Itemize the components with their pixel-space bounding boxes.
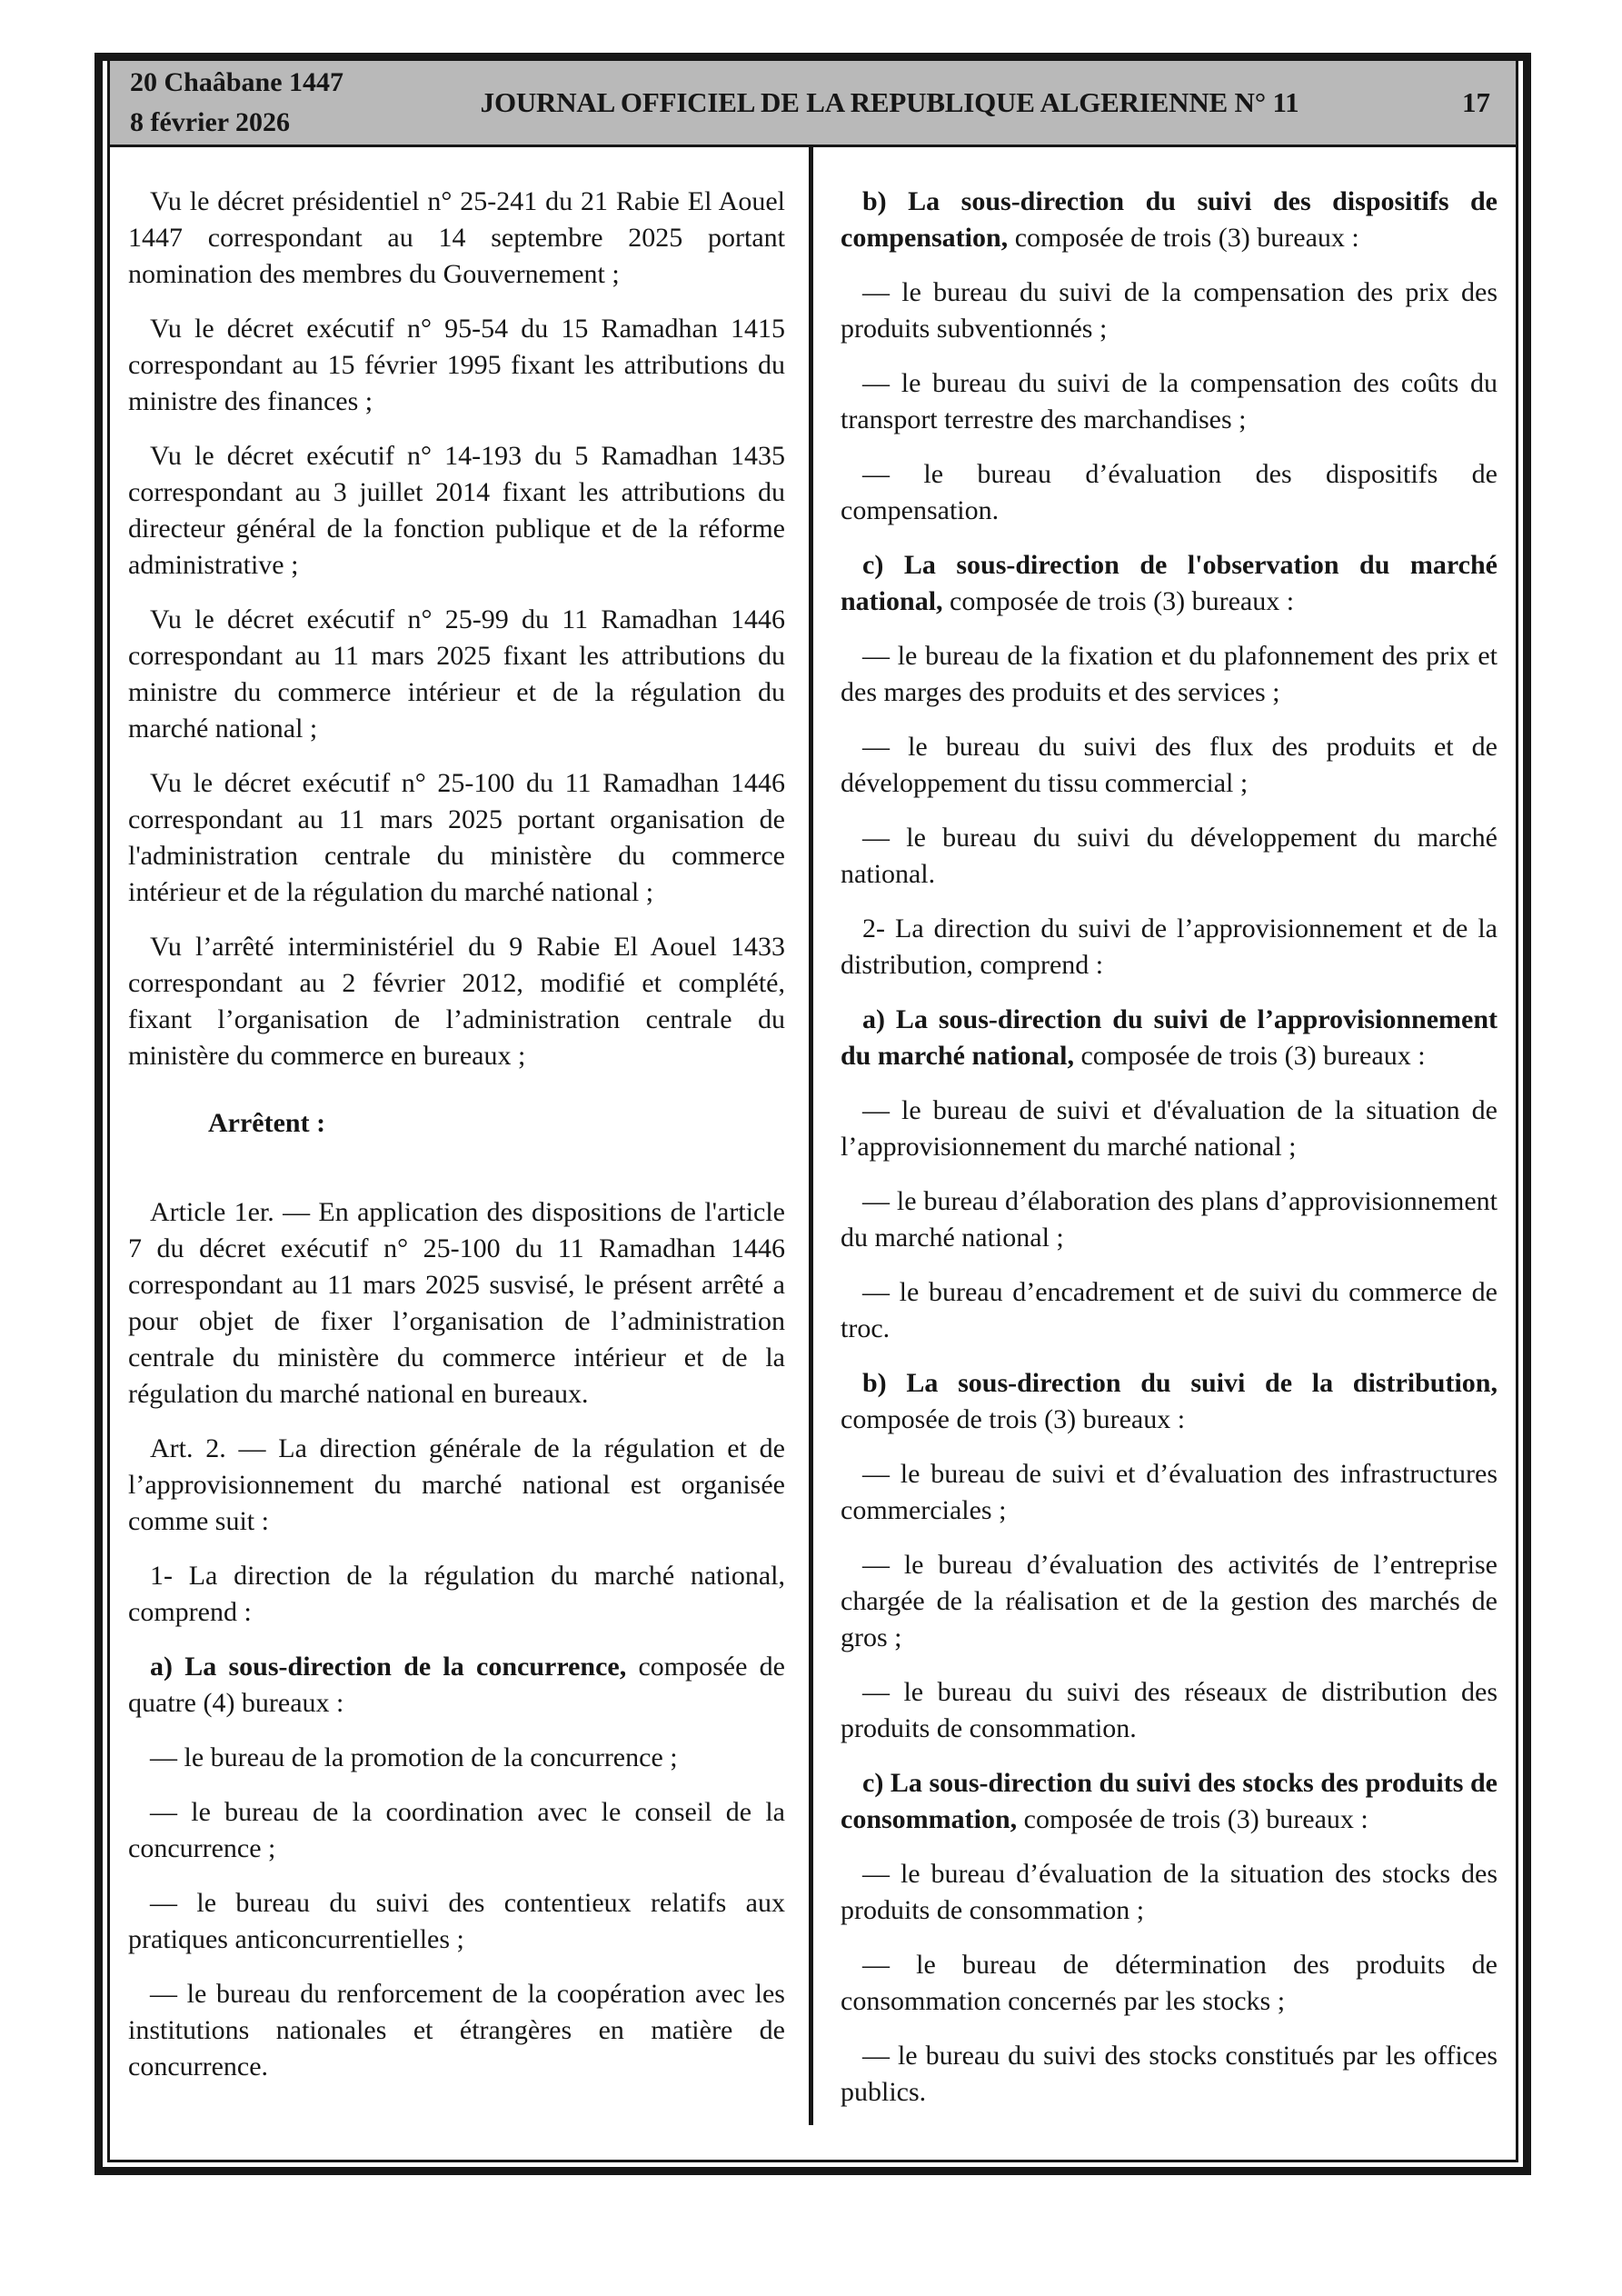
- paragraph: — le bureau du suivi des contentieux relatifs aux pratiques anticoncurrentielles ;: [128, 1888, 785, 1954]
- column-divider: [809, 147, 813, 2125]
- paragraph: Article 1er. — En application des dispositions de l'article 7 du décret exécutif n° 25-100 du 11 Ramadhan 1446 correspondant au 11 mars 2025 susvisé, le présent arrêté a pour objet de fixer l’organisation de l’administration centrale du ministère du commerce intérieur et de la régulation du marché national en bureaux.: [128, 1197, 785, 1409]
- paragraph: c) La sous-direction du suivi des stocks des produits de consommation, composée de trois (3) bureaux :: [841, 1768, 1498, 1834]
- page-frame: [95, 53, 1531, 2175]
- right-column: [841, 147, 1498, 2160]
- paragraph: c) La sous-direction de l'observation du marché national, composée de trois (3) bureaux :: [841, 550, 1498, 616]
- paragraph: b) La sous-direction du suivi des dispositifs de compensation, composée de trois (3) bureaux :: [841, 186, 1498, 253]
- paragraph: — le bureau du suivi de la compensation des coûts du transport terrestre des marchandises ;: [841, 368, 1498, 434]
- paragraph: Vu le décret exécutif n° 95-54 du 15 Ramadhan 1415 correspondant au 15 février 1995 fixant les attributions du ministre des finances ;: [128, 314, 785, 416]
- paragraph: — le bureau du suivi des réseaux de distribution des produits de consommation.: [841, 1677, 1498, 1743]
- section-heading: [128, 1105, 785, 1142]
- paragraph: Vu le décret exécutif n° 25-100 du 11 Ramadhan 1446 correspondant au 11 mars 2025 portant organisation de l'administration centrale du ministère du commerce intérieur et de la régulation du marché national ;: [128, 768, 785, 907]
- gregorian-date: 8 février 2026: [130, 107, 291, 137]
- page-inner-frame: [107, 61, 1518, 2162]
- paragraph: — le bureau de détermination des produits de consommation concernés par les stocks ;: [841, 1950, 1498, 2016]
- paragraph-bold-lead: a) La sous-direction de la concurrence,: [150, 1652, 627, 1682]
- paragraph: — le bureau du suivi des stocks constitués par les offices publics.: [841, 2041, 1498, 2107]
- paragraph: — le bureau d’encadrement et de suivi du commerce de troc.: [841, 1277, 1498, 1343]
- paragraph-bold-lead: c) La sous-direction de l'observation du marché national,: [841, 550, 1498, 616]
- paragraph: — le bureau de suivi et d’évaluation des infrastructures commerciales ;: [841, 1459, 1498, 1525]
- paragraph: — le bureau d’évaluation des activités de l’entreprise chargée de la réalisation et de la gestion des marchés de gros ;: [841, 1550, 1498, 1652]
- paragraph: Vu l’arrêté interministériel du 9 Rabie El Aouel 1433 correspondant au 2 février 2012, modifié et complété, fixant l’organisation de l’administration centrale du ministère du commerce en bureaux ;: [128, 932, 785, 1071]
- paragraph: — le bureau du suivi des flux des produits et de développement du tissu commercial ;: [841, 732, 1498, 798]
- paragraph-bold-lead: b) La sous-direction du suivi de la distribution,: [862, 1368, 1498, 1398]
- paragraph: 2- La direction du suivi de l’approvisionnement et de la distribution, comprend :: [841, 913, 1498, 980]
- paragraph: Art. 2. — La direction générale de la régulation et de l’approvisionnement du marché national est organisée comme suit :: [128, 1433, 785, 1536]
- journal-header: [110, 61, 1516, 147]
- paragraph: — le bureau d’évaluation de la situation des stocks des produits de consommation ;: [841, 1859, 1498, 1925]
- paragraph: — le bureau de la coordination avec le conseil de la concurrence ;: [128, 1797, 785, 1863]
- paragraph-bold-lead: c) La sous-direction du suivi des stocks des produits de consommation,: [841, 1768, 1498, 1834]
- paragraph: 1- La direction de la régulation du marché national, comprend :: [128, 1561, 785, 1627]
- paragraph: — le bureau de la fixation et du plafonnement des prix et des marges des produits et des services ;: [841, 641, 1498, 707]
- paragraph: b) La sous-direction du suivi de la distribution, composée de trois (3) bureaux :: [841, 1368, 1498, 1434]
- paragraph-bold-lead: Arrêtent :: [208, 1108, 326, 1138]
- paragraph-bold-lead: b) La sous-direction du suivi des dispositifs de compensation,: [841, 186, 1498, 253]
- hijri-date: 20 Chaâbane 1447: [130, 67, 344, 97]
- paragraph: Vu le décret exécutif n° 25-99 du 11 Ramadhan 1446 correspondant au 11 mars 2025 fixant les attributions du ministre du commerce intérieur et de la régulation du marché national ;: [128, 604, 785, 744]
- left-column: [128, 147, 785, 2160]
- paragraph: — le bureau d’élaboration des plans d’approvisionnement du marché national ;: [841, 1186, 1498, 1253]
- paragraph: — le bureau d’évaluation des dispositifs de compensation.: [841, 459, 1498, 525]
- paragraph: — le bureau de suivi et d'évaluation de la situation de l’approvisionnement du marché national ;: [841, 1095, 1498, 1162]
- paragraph: — le bureau du suivi de la compensation des prix des produits subventionnés ;: [841, 277, 1498, 344]
- paragraph: a) La sous-direction de la concurrence, composée de quatre (4) bureaux :: [128, 1652, 785, 1718]
- header-dates: [130, 63, 343, 143]
- paragraph-bold-lead: a) La sous-direction du suivi de l’approvisionnement du marché national,: [841, 1004, 1498, 1071]
- paragraph: a) La sous-direction du suivi de l’approvisionnement du marché national, composée de trois (3) bureaux :: [841, 1004, 1498, 1071]
- paragraph: — le bureau de la promotion de la concurrence ;: [150, 1742, 678, 1772]
- page-content: [110, 147, 1516, 2160]
- journal-title: JOURNAL OFFICIEL DE LA REPUBLIQUE ALGERIENNE N° 11: [480, 86, 1299, 118]
- paragraph: Vu le décret présidentiel n° 25-241 du 21 Rabie El Aouel 1447 correspondant au 14 septembre 2025 portant nomination des membres du Gouvernement ;: [128, 186, 785, 289]
- paragraph: — le bureau du suivi du développement du marché national.: [841, 823, 1498, 889]
- page-number: 17: [1462, 86, 1490, 118]
- paragraph: — le bureau du renforcement de la coopération avec les institutions nationales et étrangères en matière de concurrence.: [128, 1979, 785, 2081]
- paragraph: Vu le décret exécutif n° 14-193 du 5 Ramadhan 1435 correspondant au 3 juillet 2014 fixant les attributions du directeur général de la fonction publique et de la réforme administrative ;: [128, 441, 785, 580]
